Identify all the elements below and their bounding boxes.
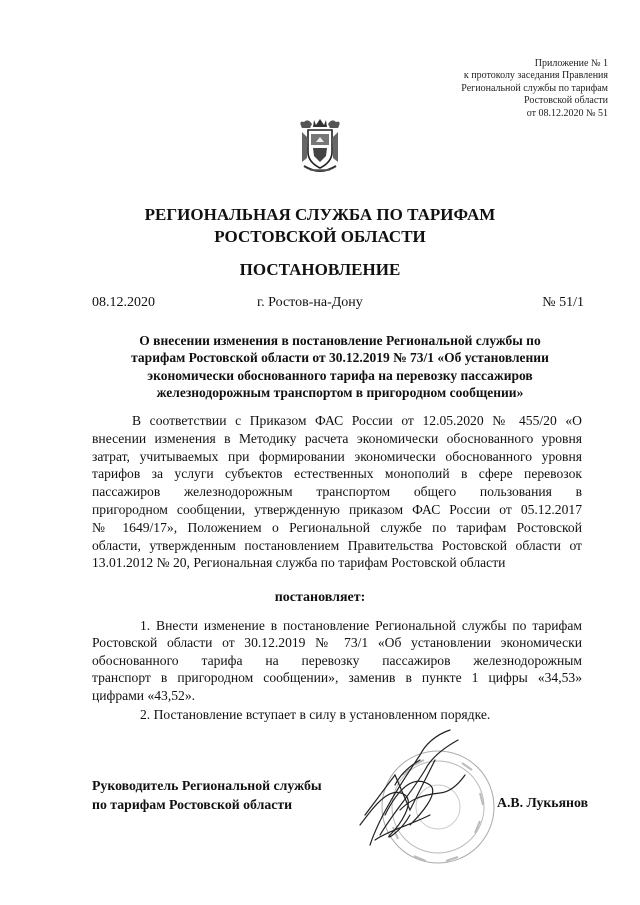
- organization-title: [60, 204, 580, 248]
- stamp-and-signature: [340, 715, 500, 895]
- signatory-title: [92, 776, 322, 814]
- preamble-line: внесении изменения в Методику расчета экономически обоснованного уровня: [92, 430, 582, 446]
- appendix-line: Региональной службы по тарифам: [461, 82, 608, 94]
- preamble-line: затрат, учитываемых при формировании экономически обоснованного уровня: [92, 448, 582, 464]
- subject-line: экономически обоснованного тарифа на перевозку пассажиров: [147, 367, 533, 383]
- appendix-line: Приложение № 1: [534, 58, 608, 69]
- coat-of-arms-emblem: [298, 118, 342, 176]
- signatory-title-line: по тарифам Ростовской области: [92, 797, 293, 812]
- resolve-heading: постановляет:: [274, 590, 366, 605]
- appendix-line: Ростовской области: [524, 95, 608, 107]
- signatory-title-line: Руководитель Региональной службы: [92, 778, 322, 793]
- subject-line: железнодорожным транспортом в пригородном сообщении»: [156, 384, 524, 400]
- org-title-line: РОСТОВСКОЙ ОБЛАСТИ: [214, 227, 426, 246]
- preamble-paragraph: [92, 412, 582, 572]
- document-type-heading: ПОСТАНОВЛЕНИЕ: [239, 260, 401, 279]
- document-number: № 51/1: [542, 295, 584, 310]
- signatory-name: А.В. Лукьянов: [497, 795, 589, 810]
- appendix-line: к протоколу заседания Правления: [463, 70, 608, 82]
- date-line: [92, 295, 584, 313]
- org-title-line: РЕГИОНАЛЬНАЯ СЛУЖБА ПО ТАРИФАМ: [144, 205, 496, 224]
- item-1-line: цифрами «43,52».: [92, 687, 196, 703]
- item-1-line: обоснованного тарифа на перевозку пассажиров железнодорожным: [92, 652, 582, 668]
- subject-line: тарифам Ростовской области от 30.12.2019 № 73/1 «Об установлении: [131, 350, 549, 366]
- preamble-line: № 1649/17», Положением о Региональной службе по тарифам Ростовской: [92, 519, 582, 535]
- item-1-line: транспорт в пригородном сообщении», заменив в пункте 1 цифры «34,53»: [92, 670, 582, 686]
- preamble-line: тарифов за услуги субъектов естественных монополий в сфере перевозок: [92, 466, 582, 482]
- item-1-line: Ростовской области от 30.12.2019 № 73/1 «Об установлении экономически: [92, 635, 582, 651]
- appendix-note: [368, 58, 608, 120]
- preamble-line: области, утвержденным постановлением Правительства Ростовской области от: [92, 537, 582, 553]
- preamble-line: пригородном сообщении, утвержденную приказом ФАС России от 05.12.2017: [92, 501, 582, 517]
- appendix-line: от 08.12.2020 № 51: [526, 107, 608, 119]
- item-1-line: 1. Внести изменение в постановление Региональной службы по тарифам: [140, 618, 582, 633]
- document-city: г. Ростов-на-Дону: [257, 295, 363, 310]
- document-date: 08.12.2020: [92, 295, 155, 310]
- preamble-line: В соответствии с Приказом ФАС России от 12.05.2020 № 455/20 «О: [132, 413, 582, 428]
- resolution-items: [92, 617, 582, 723]
- item-2-line: 2. Постановление вступает в силу в установленном порядке.: [140, 706, 491, 722]
- document-subject: [98, 332, 582, 401]
- preamble-line: пассажиров железнодорожным транспортом общего пользования в: [92, 484, 582, 500]
- preamble-line: 13.01.2012 № 20, Региональная служба по тарифам Ростовской области: [92, 555, 506, 571]
- subject-line: О внесении изменения в постановление Региональной службы по: [139, 333, 541, 348]
